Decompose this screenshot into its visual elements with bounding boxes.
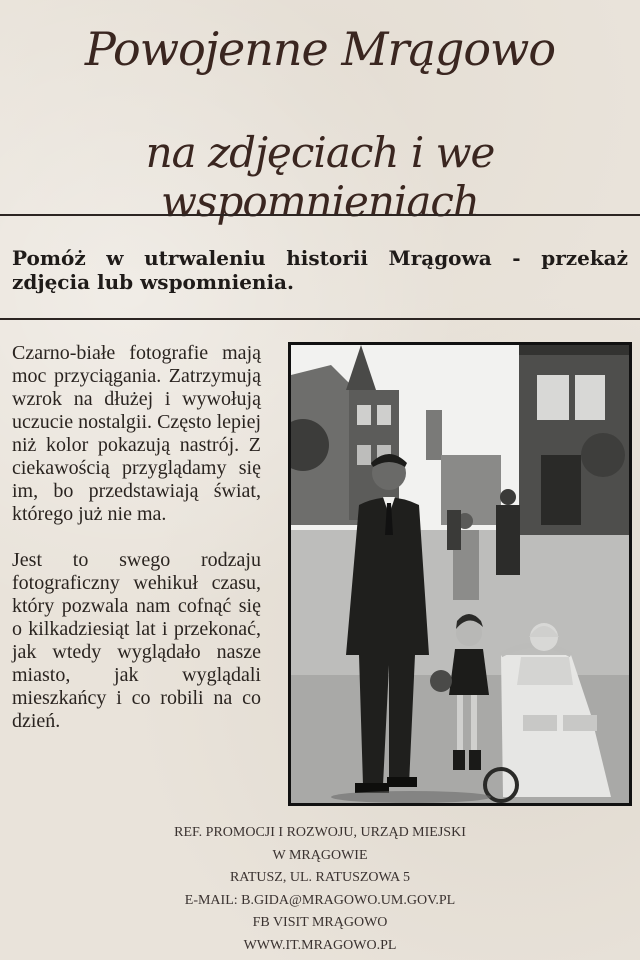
headline: Pomóż w utrwaleniu historii Mrągowa - przekaż zdjęcia lub wspomnienia. (12, 246, 628, 294)
footer-contact (0, 822, 640, 957)
divider-bottom (0, 318, 640, 320)
poster-title-line1: Powojenne Mrągowo (84, 22, 556, 76)
body-text (12, 342, 261, 756)
historic-photo (288, 342, 632, 806)
poster-title-line2: na zdjęciach i we wspomnieniach (145, 128, 495, 226)
body-paragraph-1: Czarno-białe fotografie mają moc przyciągania. Zatrzymują wzrok na dłużej i wywołują uczucie nostalgii. Często lepiej niż kolor pokazują nastrój. Z ciekawością przyglądamy się im, bo przedstawiają świat, którego już nie ma. (12, 342, 261, 525)
footer-website[interactable]: WWW.IT.MRAGOWO.PL (243, 937, 397, 953)
divider-top (0, 214, 640, 216)
footer-address: RATUSZ, UL. RATUSZOWA 5 (229, 870, 411, 885)
footer-city: W MRĄGOWIE (272, 847, 368, 863)
footer-email[interactable]: E-MAIL: B.GIDA@MRAGOWO.UM.GOV.PL (184, 892, 456, 908)
footer-office: REF. PROMOCJI I ROZWOJU, URZĄD MIEJSKI (174, 825, 466, 840)
body-paragraph-2: Jest to swego rodzaju fotograficzny wehikuł czasu, który pozwala nam cofnąć się o kilkadziesiąt lat i przekonać, jak wtedy wyglądało nasze miasto, jak wyglądali mieszkańcy i co robili na co dzień. (12, 549, 261, 732)
footer-facebook[interactable]: FB VISIT MRĄGOWO (252, 915, 388, 930)
